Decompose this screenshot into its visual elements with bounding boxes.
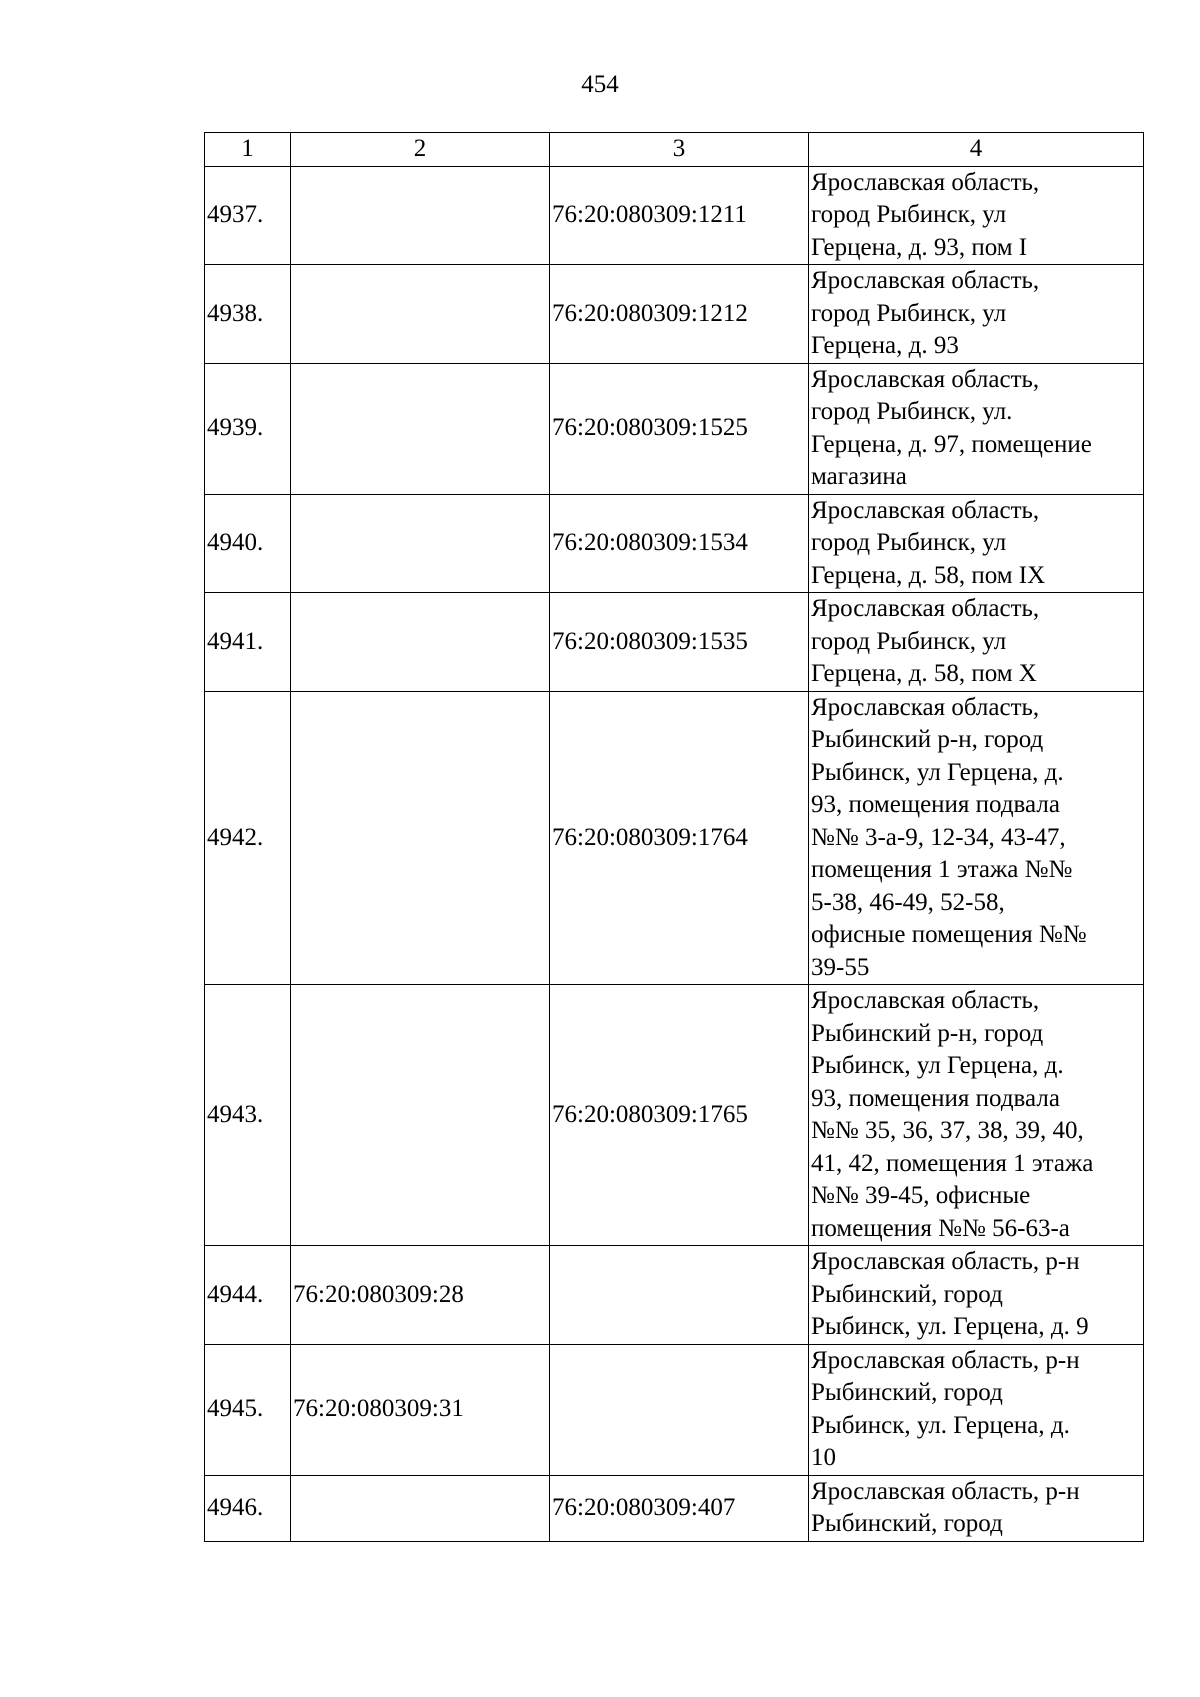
address-cell: Ярославская область, город Рыбинск, ул. Герцена, д. 97, помещение магазина <box>809 363 1144 494</box>
cadastral-number-col3 <box>550 1246 809 1345</box>
row-number: 4946. <box>205 1475 291 1541</box>
table-row <box>205 1344 1144 1475</box>
header-row <box>205 133 1144 167</box>
table-row <box>205 593 1144 692</box>
cadastral-number-col2 <box>291 265 550 364</box>
address-cell: Ярославская область, Рыбинский р-н, город Рыбинск, ул Герцена, д. 93, помещения подвала №№ 35, 36, 37, 38, 39, 40, 41, 42, помещения 1 этажа №№ 39-45, офисные помещения №№ 56-63-а <box>809 985 1144 1246</box>
cadastral-number-col3: 76:20:080309:1765 <box>550 985 809 1246</box>
column-header-2: 2 <box>291 133 550 167</box>
address-cell: Ярославская область, р-н Рыбинский, город <box>809 1475 1144 1541</box>
row-number: 4943. <box>205 985 291 1246</box>
row-number: 4944. <box>205 1246 291 1345</box>
column-header-4: 4 <box>809 133 1144 167</box>
table-row <box>205 265 1144 364</box>
address-cell: Ярославская область, город Рыбинск, ул Герцена, д. 93 <box>809 265 1144 364</box>
address-cell: Ярославская область, р-н Рыбинский, город Рыбинск, ул. Герцена, д. 10 <box>809 1344 1144 1475</box>
row-number: 4945. <box>205 1344 291 1475</box>
cadastral-number-col2 <box>291 593 550 692</box>
cadastral-number-col2 <box>291 985 550 1246</box>
cadastral-number-col2: 76:20:080309:28 <box>291 1246 550 1345</box>
cadastral-number-col3: 76:20:080309:1525 <box>550 363 809 494</box>
cadastral-number-col2 <box>291 1475 550 1541</box>
table-row <box>205 1475 1144 1541</box>
table-row <box>205 691 1144 985</box>
address-cell: Ярославская область, Рыбинский р-н, город Рыбинск, ул Герцена, д. 93, помещения подвала №№ 3-а-9, 12-34, 43-47, помещения 1 этажа №№ 5-38, 46-49, 52-58, офисные помещения №№ 39-55 <box>809 691 1144 985</box>
address-cell: Ярославская область, р-н Рыбинский, город Рыбинск, ул. Герцена, д. 9 <box>809 1246 1144 1345</box>
table-row <box>205 985 1144 1246</box>
address-cell: Ярославская область, город Рыбинск, ул Герцена, д. 58, пом X <box>809 593 1144 692</box>
address-cell: Ярославская область, город Рыбинск, ул Герцена, д. 93, пом I <box>809 166 1144 265</box>
table-body <box>205 166 1144 1541</box>
table-row <box>205 494 1144 593</box>
registry-table <box>204 132 1144 1542</box>
address-cell: Ярославская область, город Рыбинск, ул Герцена, д. 58, пом IX <box>809 494 1144 593</box>
cadastral-number-col3: 76:20:080309:1534 <box>550 494 809 593</box>
row-number: 4940. <box>205 494 291 593</box>
cadastral-number-col3: 76:20:080309:1764 <box>550 691 809 985</box>
column-header-3: 3 <box>550 133 809 167</box>
row-number: 4939. <box>205 363 291 494</box>
cadastral-number-col3: 76:20:080309:1535 <box>550 593 809 692</box>
row-number: 4938. <box>205 265 291 364</box>
cadastral-number-col2 <box>291 691 550 985</box>
cadastral-number-col2 <box>291 363 550 494</box>
table-row <box>205 166 1144 265</box>
cadastral-number-col2 <box>291 166 550 265</box>
table-row <box>205 1246 1144 1345</box>
column-header-1: 1 <box>205 133 291 167</box>
row-number: 4937. <box>205 166 291 265</box>
table-row <box>205 363 1144 494</box>
page-number: 454 <box>581 71 619 98</box>
cadastral-number-col2 <box>291 494 550 593</box>
row-number: 4941. <box>205 593 291 692</box>
row-number: 4942. <box>205 691 291 985</box>
cadastral-number-col3: 76:20:080309:407 <box>550 1475 809 1541</box>
cadastral-number-col3: 76:20:080309:1212 <box>550 265 809 364</box>
table-header <box>205 133 1144 167</box>
cadastral-number-col2: 76:20:080309:31 <box>291 1344 550 1475</box>
cadastral-number-col3 <box>550 1344 809 1475</box>
cadastral-number-col3: 76:20:080309:1211 <box>550 166 809 265</box>
